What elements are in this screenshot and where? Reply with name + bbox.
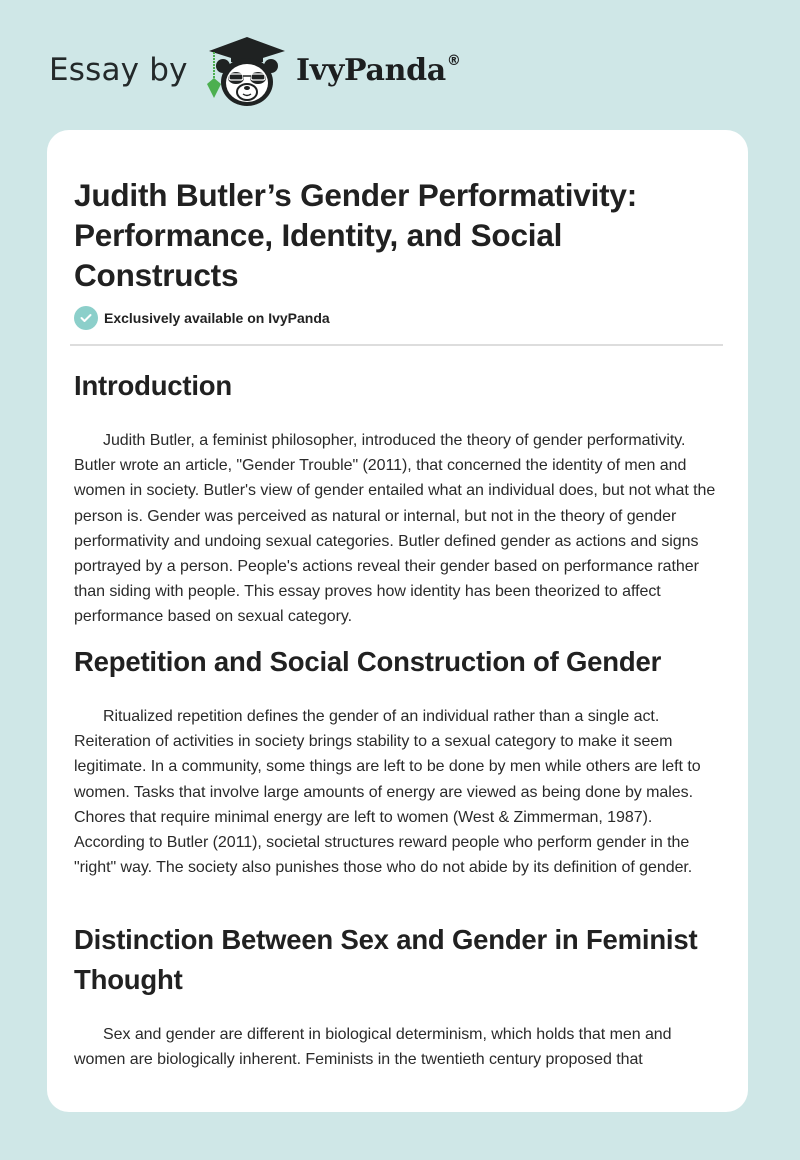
exclusive-badge — [74, 306, 330, 330]
section-repetition — [74, 642, 724, 880]
section-heading: Distinction Between Sex and Gender in Feminist Thought — [74, 924, 698, 995]
registered-mark: ® — [446, 53, 461, 69]
section-distinction — [74, 920, 724, 1072]
brand-name[interactable] — [296, 53, 461, 88]
check-circle-icon — [74, 306, 98, 330]
section-heading: Introduction — [74, 370, 232, 401]
divider — [70, 344, 723, 346]
brand-name-text: IvyPanda — [296, 53, 446, 88]
section-paragraph: Judith Butler, a feminist philosopher, introduced the theory of gender performativity. Butler wrote an article, "Gender Trouble" (2011), that concerned the identity of men and women in society. Butler's view of gender entailed what an individual does, but not what the person is. Gender was perceived as natural or internal, but not in the theory of gender performativity and undoing sexual categories. Butler defined gender as actions and signs portrayed by a person. People's actions reveal their gender based on performance rather than siding with people. This essay proves how identity has been theorized to affect performance based on sexual category. — [74, 432, 716, 626]
essay-card — [47, 130, 748, 1112]
exclusive-label: Exclusively available on IvyPanda — [104, 310, 330, 326]
section-paragraph: Sex and gender are different in biological determinism, which holds that men and women are biologically inherent. Feminists in the twentieth century proposed that — [74, 1026, 672, 1069]
section-introduction — [74, 366, 724, 630]
panda-graduation-cap-icon[interactable] — [201, 36, 293, 108]
section-heading: Repetition and Social Construction of Gender — [74, 646, 662, 677]
page-title: Judith Butler’s Gender Performativity: Performance, Identity, and Social Constructs — [74, 177, 638, 293]
essay-by-label: Essay by — [49, 52, 188, 88]
brand-header — [0, 0, 800, 130]
section-paragraph: Ritualized repetition defines the gender of an individual rather than a single act. Reiteration of activities in society brings stability to a sexual category to make it seem legitimate. In a community, some things are left to be done by men while others are left to women. Tasks that involve large amounts of energy are viewed as being done by males. Chores that require minimal energy are left to women (West & Zimmerman, 1987). According to Butler (2011), societal structures reward people who perform gender in the "right" way. The society also punishes those who do not abide by its definition of gender. — [74, 708, 701, 877]
